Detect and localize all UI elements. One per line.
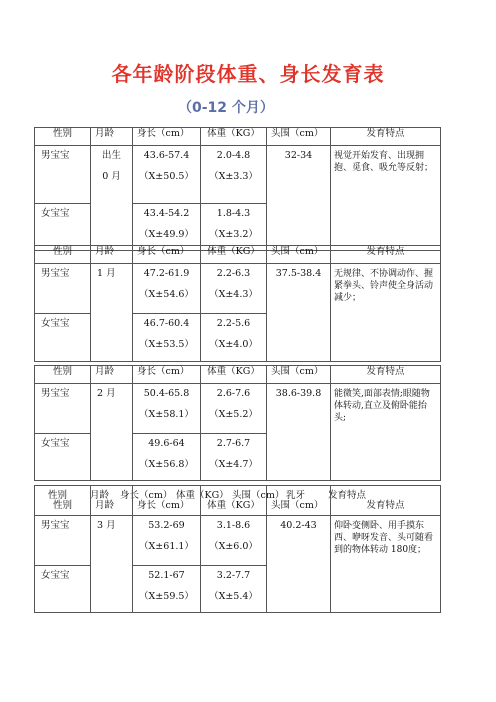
- weight-cell: 3.1-8.6 （X±6.0）: [201, 516, 267, 566]
- header-head: 头围（cm）: [267, 486, 331, 516]
- overlap-header-features: 发育特点: [328, 490, 367, 501]
- features-cell: 仰卧变侧卧、用手摸东西、咿呀发音、头可随看到的物体转动 180度；: [331, 516, 441, 613]
- weight-cell: 2.7-6.7 （X±4.7）: [201, 434, 267, 481]
- table-row-boy: [35, 146, 441, 204]
- sex-label: 男宝宝: [35, 264, 91, 314]
- table-row-boy: [35, 384, 441, 434]
- sex-label: 女宝宝: [35, 314, 91, 362]
- table-header-row: [35, 246, 441, 264]
- table-row-boy: [35, 516, 441, 566]
- weight-cell: 2.6-7.6 （X±5.2）: [201, 384, 267, 434]
- overlap-header-length: 身长（cm）: [120, 490, 173, 501]
- table-header-row: [35, 486, 441, 516]
- head-circumference-cell: 38.6-39.8: [267, 384, 331, 481]
- header-features: 发育特点: [331, 486, 441, 516]
- head-circumference-cell: 32-34: [267, 146, 331, 251]
- head-circumference-cell: 40.2-43: [267, 516, 331, 613]
- length-cell: 46.7-60.4 （X±53.5）: [133, 314, 201, 362]
- month-cell: 1 月: [91, 264, 133, 362]
- header-sex: 性别: [35, 128, 91, 146]
- length-cell: 50.4-65.8 （X±58.1）: [133, 384, 201, 434]
- overlap-header-head: 头围（cm）: [232, 490, 285, 501]
- length-cell: 43.6-57.4 （X±50.5）: [133, 146, 201, 204]
- header-length: 身长（cm）: [133, 128, 201, 146]
- header-month: 月龄: [91, 246, 133, 264]
- growth-table-block-3: [34, 485, 441, 613]
- overlap-header-teeth: 乳牙: [286, 490, 306, 501]
- length-cell: 43.4-54.2 （X±49.9）: [133, 204, 201, 251]
- weight-cell: 2.0-4.8 （X±3.3）: [201, 146, 267, 204]
- growth-table-block-1: [34, 245, 441, 362]
- overlap-header-sex: 性别: [48, 490, 68, 501]
- weight-cell: 1.8-4.3 （X±3.2）: [201, 204, 267, 251]
- header-month: 月龄: [91, 128, 133, 146]
- header-sex: 性别: [35, 366, 91, 384]
- header-features: 发育特点: [331, 246, 441, 264]
- header-weight: 体重（KG）: [201, 128, 267, 146]
- features-cell: 无规律、不协调动作、握紧拳头、铃声使全身活动减少；: [331, 264, 441, 362]
- page-title: 各年龄阶段体重、身长发育表: [111, 62, 385, 86]
- table-row-boy: [35, 264, 441, 314]
- month-cell: 2 月: [91, 384, 133, 481]
- growth-table-block-0: [34, 127, 441, 251]
- header-month: 月龄: [91, 366, 133, 384]
- header-month: 月龄: [91, 486, 133, 516]
- header-sex: 性别: [35, 486, 91, 516]
- overlap-header-month: 月龄: [90, 490, 110, 501]
- length-cell: 53.2-69 （X±61.1）: [133, 516, 201, 566]
- month-cell: 3 月: [91, 516, 133, 613]
- sex-label: 男宝宝: [35, 146, 91, 204]
- sex-label: 男宝宝: [35, 516, 91, 566]
- header-weight: 体重（KG）: [201, 246, 267, 264]
- header-length: 身长（cm）: [133, 246, 201, 264]
- header-length: 身长（cm）: [133, 366, 201, 384]
- header-weight: 体重（KG）: [201, 366, 267, 384]
- header-features: 发育特点: [331, 128, 441, 146]
- weight-cell: 2.2-6.3 （X±4.3）: [201, 264, 267, 314]
- header-head: 头围（cm）: [267, 246, 331, 264]
- overlap-header-weight: 体重（KG）: [176, 490, 229, 501]
- month-cell: 出生 0 月: [91, 146, 133, 251]
- length-cell: 52.1-67 （X±59.5）: [133, 566, 201, 613]
- length-cell: 49.6-64 （X±56.8）: [133, 434, 201, 481]
- sex-label: 女宝宝: [35, 566, 91, 613]
- head-circumference-cell: 37.5-38.4: [267, 264, 331, 362]
- header-weight: 体重（KG）: [201, 486, 267, 516]
- features-cell: 能微笑,面部表情;眼随物体转动,直立及俯卧能抬头;: [331, 384, 441, 481]
- header-head: 头围（cm）: [267, 366, 331, 384]
- weight-cell: 2.2-5.6 （X±4.0）: [201, 314, 267, 362]
- sex-label: 女宝宝: [35, 434, 91, 481]
- page-subtitle: （0-12 个月）: [178, 100, 274, 116]
- sex-label: 男宝宝: [35, 384, 91, 434]
- header-sex: 性别: [35, 246, 91, 264]
- sex-label: 女宝宝: [35, 204, 91, 251]
- length-cell: 47.2-61.9 （X±54.6）: [133, 264, 201, 314]
- growth-table-block-2: [34, 365, 441, 481]
- features-cell: 视觉开始发育、出现拥抱、觅食、吸允等反射；: [331, 146, 441, 251]
- header-head: 头围（cm）: [267, 128, 331, 146]
- table-header-row: [35, 128, 441, 146]
- weight-cell: 3.2-7.7 （X±5.4）: [201, 566, 267, 613]
- header-features: 发育特点: [331, 366, 441, 384]
- table-header-row: [35, 366, 441, 384]
- header-length: 身长（cm）: [133, 486, 201, 516]
